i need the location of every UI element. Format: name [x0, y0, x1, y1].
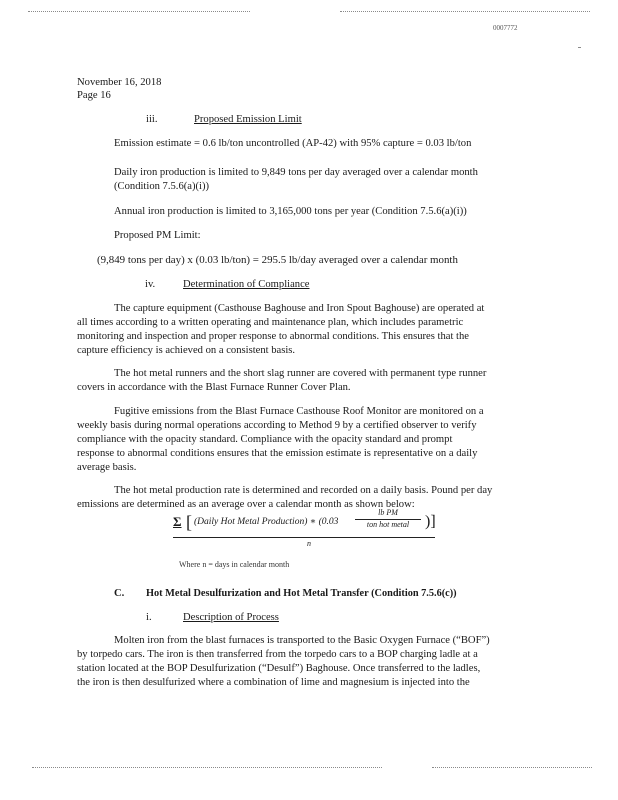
formula-open-bracket: [ — [186, 512, 192, 532]
section-i-title: Description of Process — [183, 612, 279, 623]
formula-fraction-numerator: lb PM — [378, 508, 398, 517]
annual-production: Annual iron production is limited to 3,165,000 tons per year (Condition 7.5.6(a)(i)) — [114, 206, 467, 217]
section-c-title: Hot Metal Desulfurization and Hot Metal Transfer (Condition 7.5.6(c)) — [146, 588, 457, 599]
pm-limit-label: Proposed PM Limit: — [114, 230, 201, 241]
para3-line-4: response to abnormal conditions ensures that the emission estimate is representative on a daily — [77, 448, 478, 459]
bottom-right-scan-edge — [432, 767, 592, 768]
daily-production-line-1: Daily iron production is limited to 9,849 tons per day averaged over a calendar month — [114, 167, 478, 178]
pm-limit-calculation: (9,849 tons per day) x (0.03 lb/ton) = 295.5 lb/day averaged over a calendar month — [97, 254, 458, 266]
section-c-letter: C. — [114, 588, 125, 599]
document-id: 0007772 — [493, 24, 518, 32]
section-iv-number: iv. — [145, 279, 156, 290]
header-page: Page 16 — [77, 90, 111, 101]
section-iv-title: Determination of Compliance — [183, 279, 310, 290]
para5-line-2: by torpedo cars. The iron is then transferred from the torpedo cars to a BOP charging ladle at a — [77, 649, 478, 660]
formula-close-bracket: )] — [425, 513, 436, 530]
para4-line-1: The hot metal production rate is determined and recorded on a daily basis. Pound per day — [114, 485, 493, 496]
para2-line-1: The hot metal runners and the short slag runner are covered with permanent type runner — [114, 368, 487, 379]
para3-line-5: average basis. — [77, 462, 137, 473]
compliance-formula — [173, 508, 445, 548]
formula-fraction — [353, 508, 423, 530]
para3-line-2: weekly basis during normal operations according to Method 9 by a certified observer to verify — [77, 420, 477, 431]
para1-line-2: all times according to a written operating and maintenance plan, which includes parametric — [77, 317, 464, 328]
para3-line-3: compliance with the opacity standard. Compliance with the opacity standard and prompt — [77, 434, 453, 445]
para3-line-1: Fugitive emissions from the Blast Furnace Casthouse Roof Monitor are monitored on a — [114, 406, 484, 417]
section-i-number: i. — [146, 612, 152, 623]
bottom-left-scan-edge — [32, 767, 382, 768]
para5-line-4: the iron is then desulfurized where a combination of lime and magnesium is injected into the — [77, 677, 470, 688]
para2-line-2: covers in accordance with the Blast Furnace Runner Cover Plan. — [77, 382, 351, 393]
para1-line-1: The capture equipment (Casthouse Baghouse and Iron Spout Baghouse) are operated at — [114, 303, 485, 314]
para1-line-4: capture efficiency is achieved on a consistent basis. — [77, 345, 296, 356]
daily-production-line-2: (Condition 7.5.6(a)(i)) — [114, 181, 210, 192]
right-edge-mark — [578, 47, 580, 48]
para4-line-2: emissions are determined as an average over a calendar month as shown below: — [77, 499, 415, 510]
header-date: November 16, 2018 — [77, 77, 162, 88]
section-iii-number: iii. — [146, 114, 158, 125]
para5-line-3: station located at the BOP Desulfurization (“Desulf”) Baghouse. Once transferred to the ladles, — [77, 663, 481, 674]
top-left-scan-edge — [28, 11, 250, 12]
where-note: Where n = days in calendar month — [179, 560, 290, 569]
emission-estimate: Emission estimate = 0.6 lb/ton uncontrolled (AP-42) with 95% capture = 0.03 lb/ton — [114, 138, 472, 149]
formula-fraction-denominator: ton hot metal — [366, 520, 410, 529]
formula-denominator: n — [307, 539, 311, 548]
para5-line-1: Molten iron from the blast furnaces is transported to the Basic Oxygen Furnace (“BOF”) — [114, 635, 490, 646]
top-right-scan-edge — [340, 11, 590, 12]
formula-main-bar — [173, 537, 435, 538]
formula-sum-symbol: Σ — [173, 514, 182, 529]
formula-term: (Daily Hot Metal Production) ∗ (0.03 — [194, 517, 339, 527]
para1-line-3: monitoring and inspection and proper response to abnormal conditions. This ensures that the — [77, 331, 469, 342]
section-iii-title: Proposed Emission Limit — [194, 114, 302, 125]
